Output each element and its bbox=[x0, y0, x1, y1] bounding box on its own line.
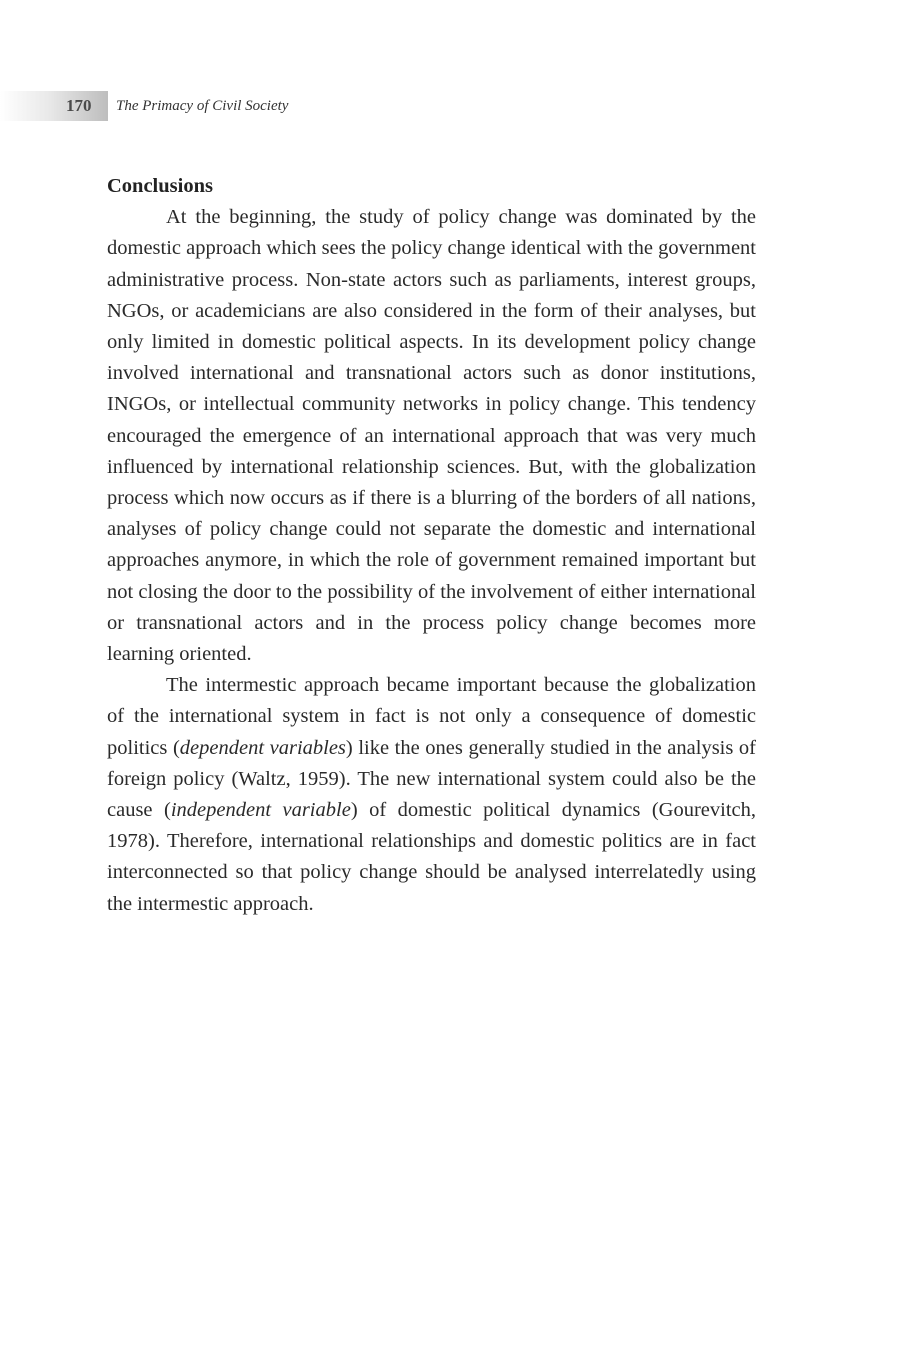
paragraph-2 bbox=[107, 670, 756, 920]
paragraph-2-text-1: The intermestic approach became important because the globalization of the international system in fact is not only a consequence of domestic politics ( bbox=[107, 674, 756, 759]
paragraph-1: At the beginning, the study of policy change was dominated by the domestic approach which sees the policy change identical with the government administrative process. Non-state actors such as parliaments, interest groups, NGOs, or academicians are also considered in the form of their analyses, but only limited in domestic political aspects. In its development policy change involved international and transnational actors such as donor institutions, INGOs, or intellectual community networks in policy change. This tendency encouraged the emergence of an international approach that was very much influenced by international relationship sciences. But, with the globalization process which now occurs as if there is a blurring of the borders of all nations, analyses of policy change could not separate the domestic and international approaches anymore, in which the role of government remained important but not closing the door to the possibility of the involvement of either international or transnational actors and in the process policy change becomes more learning oriented. bbox=[107, 206, 756, 666]
page-body bbox=[107, 171, 756, 920]
page-number: 170 bbox=[66, 96, 92, 115]
paragraph-2-text-2: ) like the ones generally studied in the analysis of foreign policy (Waltz, 1959). The new international system could also be the cause ( bbox=[107, 736, 757, 822]
paragraph-2-text-3: ) of domestic political dynamics (Gourevitch, 1978). Therefore, international relationships and domestic politics are in fact interconnected so that policy change should be analysed interrelatedly using the intermestic approach. bbox=[107, 799, 756, 915]
section-heading: Conclusions bbox=[107, 175, 213, 197]
paragraph-2-italic-1: dependent variables bbox=[179, 736, 346, 759]
page-header-band bbox=[0, 91, 108, 121]
running-title: The Primacy of Civil Society bbox=[116, 98, 289, 114]
paragraph-2-italic-2: independent variable bbox=[170, 799, 351, 822]
